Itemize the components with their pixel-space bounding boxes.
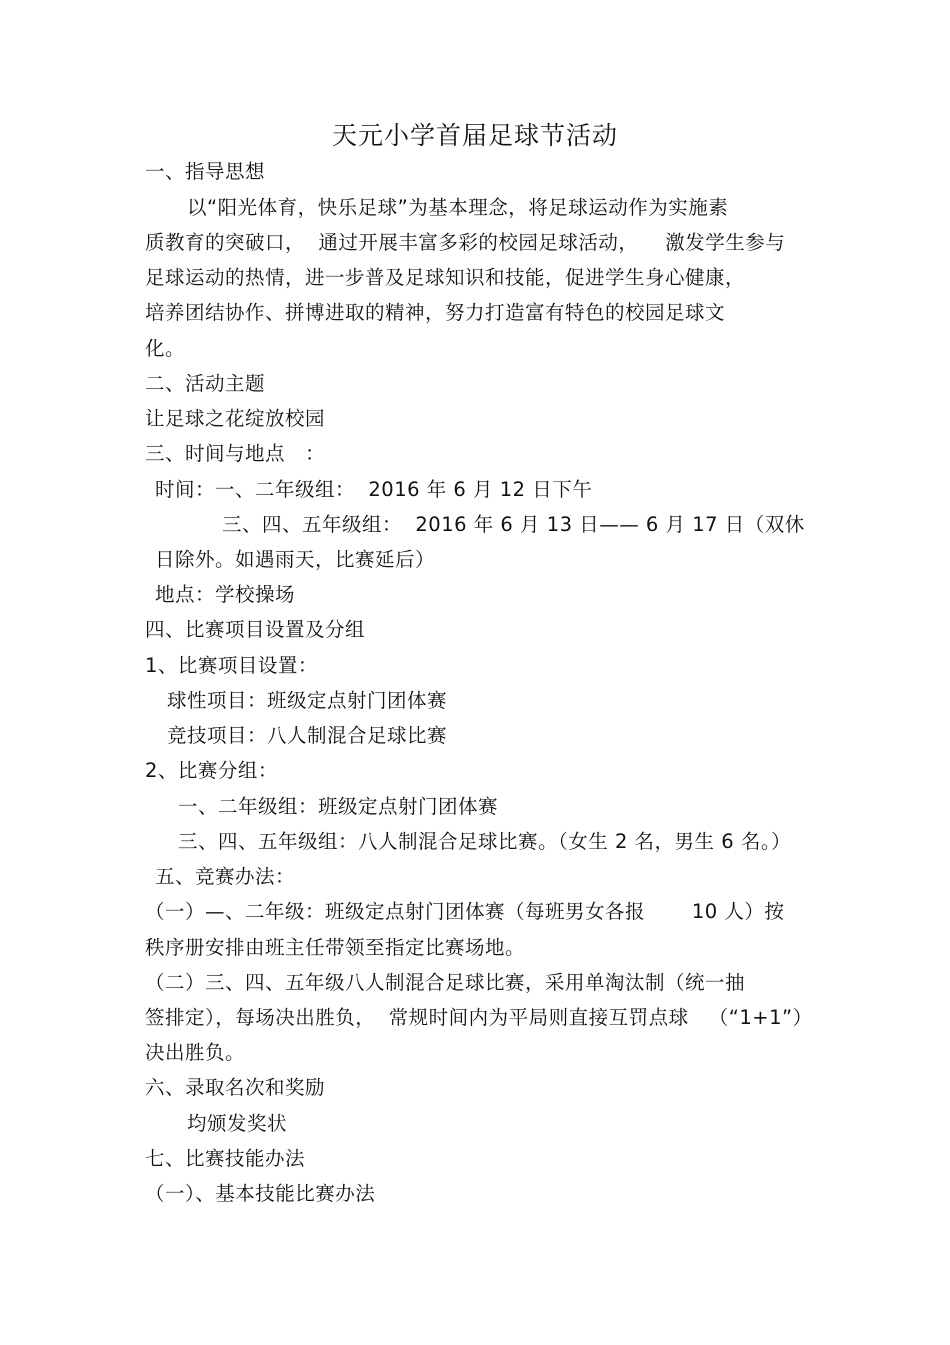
paragraph-line: 时间：一、二年级组： 2016 年 6 月 12 日下午: [155, 478, 593, 501]
heading-time-place: 三、时间与地点 ：: [145, 442, 326, 465]
paragraph-line: （一）—、二年级：班级定点射门团体赛（每班男女各报 10 人）按: [145, 900, 785, 923]
paragraph-line: 日除外。如遇雨天，比赛延后）: [155, 548, 436, 571]
paragraph-line: 化。: [145, 337, 186, 360]
paragraph-line: 以“阳光体育，快乐足球”为基本理念，将足球运动作为实施素: [187, 196, 729, 219]
paragraph-line: 三、四、五年级组： 2016 年 6 月 13 日—— 6 月 17 日（双休: [222, 513, 805, 536]
document-title: 天元小学首届足球节活动: [331, 121, 618, 150]
paragraph-line: 质教育的突破口， 通过开展丰富多彩的校园足球活动， 激发学生参与: [145, 231, 786, 254]
heading-ranking-awards: 六、录取名次和奖励: [145, 1076, 326, 1099]
subheading: 2、比赛分组：: [145, 759, 278, 782]
paragraph-line: 秩序册安排由班主任带领至指定比赛场地。: [145, 936, 526, 959]
heading-guiding-ideology: 一、指导思想: [145, 160, 266, 183]
paragraph-line: 地点：学校操场: [155, 583, 296, 606]
paragraph-line: 均颁发奖状: [187, 1112, 288, 1135]
paragraph-line: 签排定），每场决出胜负， 常规时间内为平局则直接互罚点球 （“1+1”）: [145, 1006, 813, 1029]
subheading: （一）、基本技能比赛办法: [145, 1182, 376, 1205]
paragraph-line: 足球运动的热情，进一步普及足球知识和技能，促进学生身心健康，: [145, 266, 746, 289]
paragraph-line: （二）三、四、五年级八人制混合足球比赛，采用单淘汰制（统一抽: [145, 971, 746, 994]
paragraph-line: 决出胜负。: [145, 1041, 246, 1064]
paragraph-line: 三、四、五年级组：八人制混合足球比赛。（女生 2 名，男生 6 名。）: [178, 830, 792, 853]
paragraph-line: 让足球之花绽放校园: [145, 407, 326, 430]
paragraph-line: 球性项目：班级定点射门团体赛: [167, 689, 448, 712]
subheading: 1、比赛项目设置：: [145, 654, 318, 677]
heading-competition-method: 五、竞赛办法：: [155, 865, 296, 888]
heading-skill-method: 七、比赛技能办法: [145, 1147, 306, 1170]
heading-activity-theme: 二、活动主题: [145, 372, 266, 395]
paragraph-line: 竞技项目：八人制混合足球比赛: [167, 724, 448, 747]
paragraph-line: 培养团结协作、拼博进取的精神，努力打造富有特色的校园足球文: [145, 301, 726, 324]
paragraph-line: 一、二年级组：班级定点射门团体赛: [178, 795, 499, 818]
heading-competition-items: 四、比赛项目设置及分组: [145, 618, 366, 641]
